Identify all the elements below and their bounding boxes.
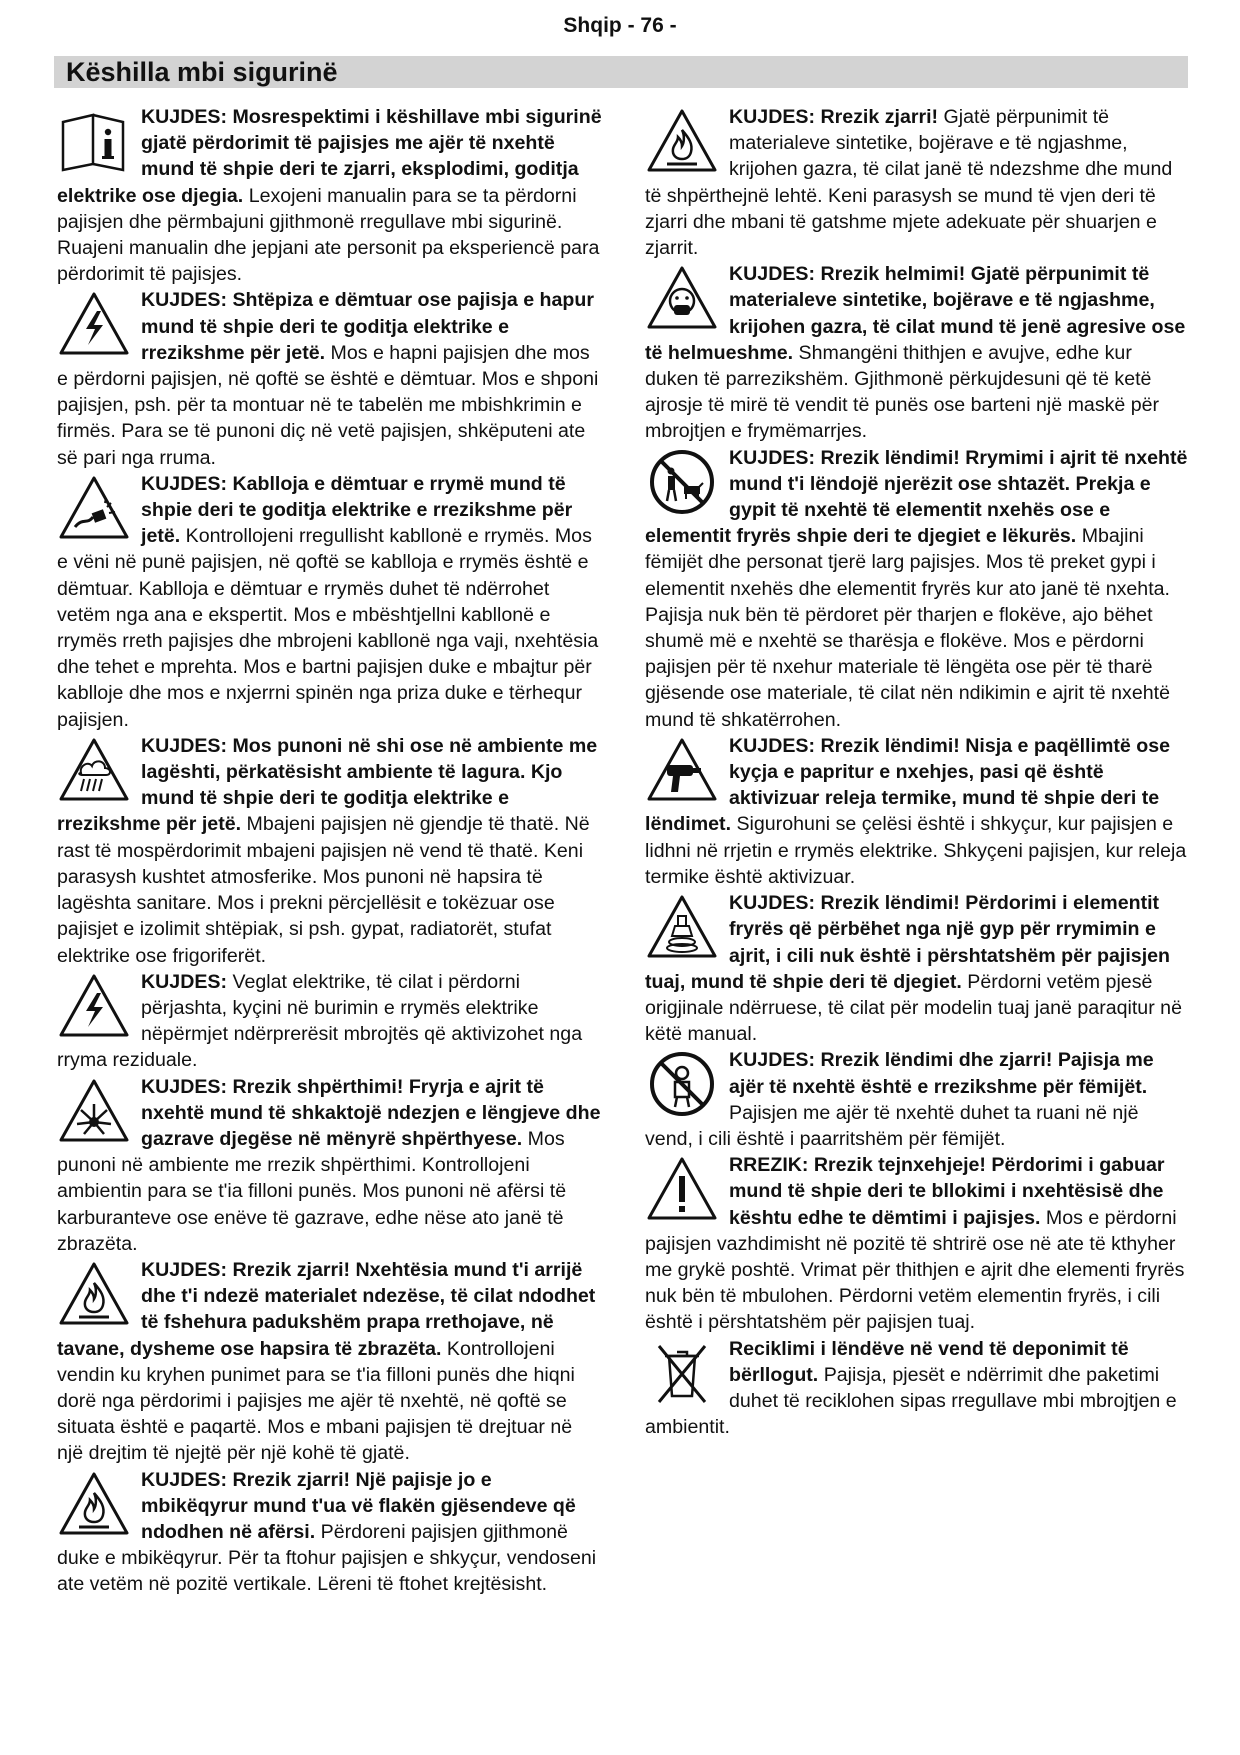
warning-text: KUJDES: Rrezik zjarri! (729, 106, 939, 128)
safety-block-housing (57, 287, 602, 470)
body-text: Pajisja, pjesët e ndërrimit dhe paketimi duhet të reciklohen sipas rregullave mbi mbrojtjen e ambientit. (645, 1363, 1177, 1439)
body-text: Mos e përdorni pajisjen vazhdimisht në pozitë të shtrirë ose në ate të kthyher me grykë poshtë. Vrimat për thithjen e ajrit dhe elementi fryrës nuk bën të mbulohen. Përdorni vetëm elementin fryrës, i cili është i përshtatshëm për pajisjen tuaj. (645, 1206, 1185, 1334)
body-text: Mbajini fëmijët dhe personat tjerë larg pajisjes. Mos të preket gypi i elementit nxehës dhe elementit fryrës kur ato janë të nxehta. Pajisja nuk bën të përdoret për tharjen e flokëve, ajo bëhet shumë më e nxehtë se tharësja e flokëve. Mos e përdorni pajisjen për të nxehur materiale të lëngëta ose për të tharë gjësende ose materiale, të cilat nën ndikimin e ajrit të nxehtë mund të shkatërrohen. (645, 525, 1170, 731)
safety-block-unintended-start (645, 733, 1190, 890)
safety-block-explosion (57, 1074, 602, 1257)
body-text: Sigurohuni se çelësi është i shkyçur, kur pajisjen e lidhni në rrjetin e rrymës elektrike. Shkyçeni pajisjen, kur releja termike është aktivizuar. (645, 813, 1187, 888)
body-text: Përdoreni pajisjen gjithmonë duke e mbikëqyrur. Për ta ftohur pajisjen e shkyçur, vendoseni ate vetëm në pozitë vertikale. Lëreni të ftohet krejtësisht. (57, 1520, 597, 1596)
warning-text: KUJDES: Rrezik zjarri! Nxehtësia mund t'i arrijë dhe t'i ndezë materialet ndezëse, të cilat ndodhet të fshehura padukshëm prapa rrethojave, në tavane, dysheme ose hapsira të zbrazëta. (57, 1258, 596, 1360)
safety-block-children (645, 1047, 1190, 1152)
warning-text: KUJDES: Rrezik lëndimi! Rrymimi i ajrit të nxehtë mund t'i lëndojë njerëzit ose shtazët. Prekja e gypit të nxehtë të elementit nxehës ose e elementit fryrës shpie deri te djegiet e lëkurës. (645, 446, 1188, 548)
crossed-bin-icon (645, 1338, 719, 1408)
explosion-warning-icon (57, 1076, 131, 1146)
fire-warning-icon (645, 106, 719, 176)
warning-text: KUJDES: Rrezik lëndimi! Përdorimi i elementit fryrës që përbëhet nga një gyp për rrymimin e ajrit, i cili nuk është i përshtatshëm për pajisjen tuaj, mund të shpie deri të djegiet. (645, 892, 1171, 993)
safety-block-rain (57, 733, 602, 969)
body-text: Veglat elektrike, të cilat i përdorni përjashta, kyçini në burimin e rrymës elektrike nëpërmjet ndërprerësit mbrojtës që aktivizohet nga rryma reziduale. (57, 970, 583, 1072)
right-column (645, 104, 1190, 1440)
no-children-icon (645, 1049, 719, 1119)
body-text: Mos e hapni pajisjen dhe mos e përdorni pajisjen, në qoftë se është e dëmtuar. Mos e shponi pajisjen, psh. për ta montuar në te tabelën me mbishkrimin e firmës. Para se të punoni diç në vetë pajisjen, shkëputeni ate së pari nga rruma. (57, 341, 599, 469)
page-number-header: Shqip - 76 - (563, 14, 677, 37)
body-text: Shmangëni thithjen e avujve, edhe kur duken të parrezikshëm. Gjithmonë përkujdesuni që të ketë ajrosje të mirë të vendit të punës ose barteni një maskë për mbrojtjen e frymëmarrjes. (645, 341, 1160, 443)
warning-text: KUJDES: Rrezik shpërthimi! Fryrja e ajrit të nxehtë mund të shkaktojë ndezjen e lëngjeve dhe gazrave djegëse në mënyrë shpërthyese. (141, 1075, 601, 1150)
safety-block-cable (57, 471, 602, 733)
warning-text: KUJDES: (141, 970, 228, 993)
warning-text: KUJDES: Mosrespektimi i këshillave mbi sigurinë gjatë përdorimit të pajisjes me ajër të nxehtë mund të shpie deri te zjarri, eksplodimi, goditja elektrike ose djegia. (57, 106, 602, 207)
fire-warning-icon (57, 1469, 131, 1539)
no-people-animals-icon (645, 447, 719, 517)
body-text: Kontrollojeni rregullisht kabllonë e rrymës. Mos e vëni në punë pajisjen, në qoftë se kablloja e rrymës është e dëmtuar. Kablloja e dëmtuar e rrymës duhet të ndërrohet vetëm nga ana e ekspertit. Mos e mbështjellni kabllonë e rrymës rreth pajisjes dhe mbrojeni kabllonë nga vaji, nxehtësia dhe tehet e mprehta. Mos e bartni pajisjen duke e mbajtur për kablloje dhe mos e nxjerrni spinën nga priza duke e tërhequr pajisjen. (57, 525, 599, 731)
warning-text: KUJDES: Rrezik lëndimi! Nisja e paqëllimtë ose kyçja e papritur e nxehjes, pasi që është aktivizuar releja termike, mund të shpie deri te lëndimet. (645, 734, 1170, 836)
damaged-cable-warning-icon (57, 473, 131, 543)
body-text: Përdorni vetëm pjesë origjinale ndërruese, të cilat për modelin tuaj janë paraqitur në këtë manual. (645, 970, 1182, 1046)
warning-text: KUJDES: Rrezik lëndimi dhe zjarri! Pajisja me ajër të nxehtë është e rrezikshme për fëmijët. (729, 1049, 1154, 1098)
warning-text: KUJDES: Mos punoni në shi ose në ambiente me lagështi, përkatësisht ambiente të lagura. Kjo mund të shpie deri te goditja elektrike e rrezikshme për jetë. (57, 734, 598, 836)
safety-block-rcd (57, 969, 602, 1074)
safety-block-recycling (645, 1336, 1190, 1441)
section-title: Këshilla mbi sigurinë (66, 57, 338, 87)
electric-shock-warning-icon (57, 289, 131, 359)
section-header-bar (54, 56, 1188, 88)
nozzle-warning-icon (645, 892, 719, 962)
warning-text: RREZIK: Rrezik tejnxehjeje! Përdorimi i gabuar mund të shpie deri te bllokimi i nxehtësisë dhe kështu edhe te dëmtimi i pajisjes. (729, 1154, 1165, 1229)
warning-text: KUJDES: Shtëpiza e dëmtuar ose pajisja e hapur mund të shpie deri te goditja elektrike e rrezikshme për jetë. (141, 289, 594, 364)
left-column (57, 104, 602, 1598)
general-danger-icon (645, 1154, 719, 1224)
body-text: Mbajeni pajisjen në gjendje të thatë. Në rast të mospërdorimit mbajeni pajisjen në vend të thatë. Keni parasysh kushtet atmosferike. Mos punoni në hapsira të lagështa sanitare. Mos i prekni përcjellësit e tokëzuar ose pajisjet e izolimit shtëpiak, si psh. gypat, radiatorët, stufat elektrike ose frigoriferët. (57, 813, 590, 967)
warning-text: KUJDES: Rrezik zjarri! Një pajisje jo e mbikëqyrur mund t'ua vë flakën gjësendeve që ndodhen në afërsi. (141, 1468, 576, 1543)
body-text: Gjatë përpunimit të materialeve sintetike, bojërave e të ngjashme, krijohen gazra, të cilat janë të ndezshme dhe mund të shpërthejnë lehtë. Keni parasysh se mund të vjen deri të zjarri dhe mbani të gatshme mjete adekuate për shuarjen e zjarrit. (645, 106, 1173, 260)
body-text: Mos punoni në ambiente me rrezik shpërthimi. Kontrollojeni ambientin para se t'ia filloni punës. Mos punoni në afërsi të karburanteve ose enëve të gazrave, edhe nëse ato janë të zbrazëta. (57, 1127, 567, 1255)
safety-block-poisoning (645, 261, 1190, 444)
heat-gun-warning-icon (645, 735, 719, 805)
electric-shock-warning-icon (57, 971, 131, 1041)
fire-warning-icon (57, 1259, 131, 1329)
rain-warning-icon (57, 735, 131, 805)
safety-block-fire-hidden (57, 1257, 602, 1467)
safety-block-injury-airflow (645, 445, 1190, 733)
warning-text: KUJDES: Kablloja e dëmtuar e rrymë mund të shpie deri te goditja elektrike e rrezikshme për jetë. (141, 472, 573, 548)
body-text: Kontrollojeni vendin ku kryhen punimet para se t'ia filloni punës dhe hiqni dorë nga përdorimi i pajisjes me ajër të nxehtë, në qoftë se situata është e paqartë. Mos e mbani pajisjen të drejtuar në një drejtim të njejtë për një kohë të gjatë. (57, 1337, 575, 1465)
respirator-warning-icon (645, 263, 719, 333)
safety-block-nozzle (645, 890, 1190, 1047)
info-manual-icon (57, 106, 131, 176)
warning-text: Reciklimi i lëndëve në vend të deponimit të bërllogut. (729, 1337, 1129, 1386)
safety-block-overheat (645, 1152, 1190, 1335)
safety-block-fire-gases (645, 104, 1190, 261)
safety-block-fire-unattended (57, 1467, 602, 1598)
warning-text: KUJDES: Rrezik helmimi! Gjatë përpunimit të materialeve sintetike, bojërave e të ngjashme, krijohen gazra, të cilat mund të jenë agresive ose të helmueshme. (645, 263, 1186, 364)
body-text: Lexojeni manualin para se ta përdorni pajisjen dhe përmbajuni gjithmonë rregullave mbi sigurinë. Ruajeni manualin dhe jepjani ate personit pa eksperiencë para përdorimit të pajisjes. (57, 184, 600, 286)
safety-block-manual (57, 104, 602, 287)
body-text: Pajisjen me ajër të nxehtë duhet ta ruani në një vend, i cili është i paarritshëm për fëmijët. (645, 1101, 1139, 1150)
